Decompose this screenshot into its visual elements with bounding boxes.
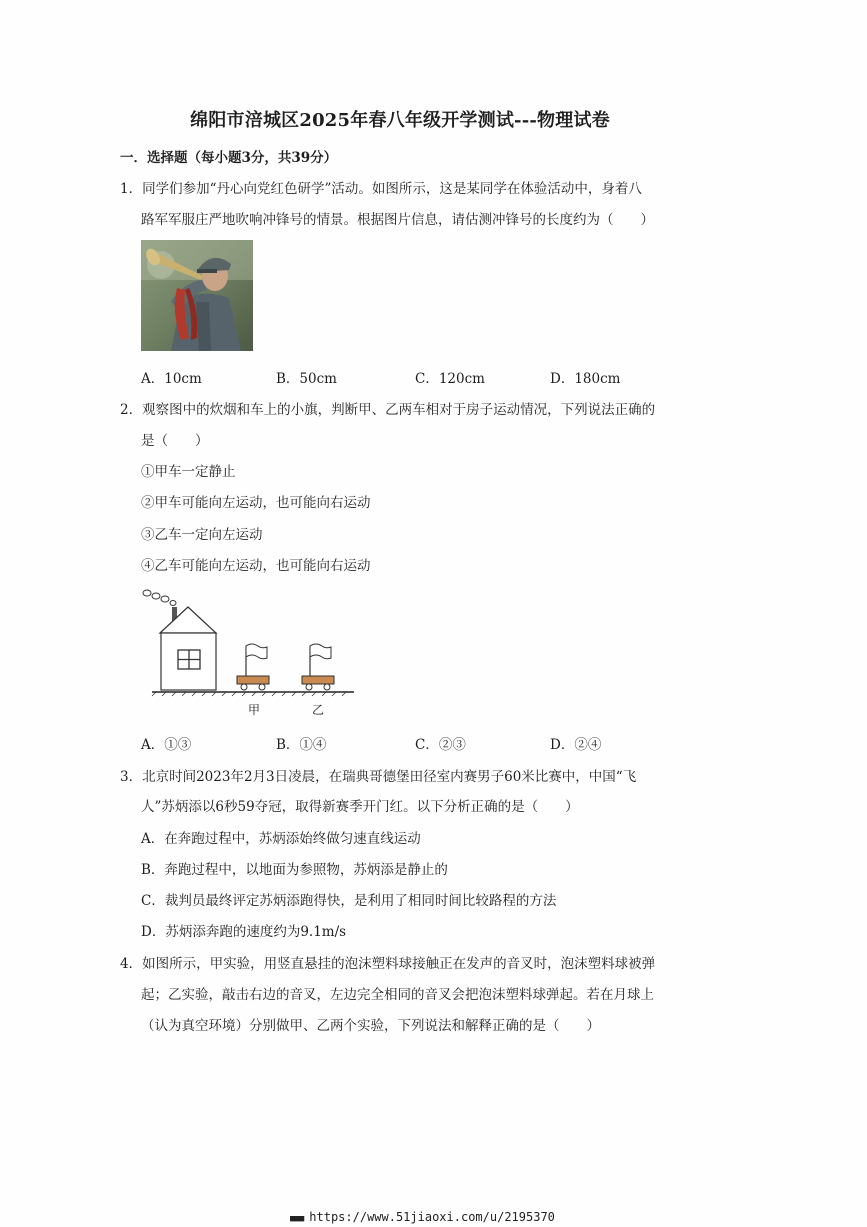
smoke-puff [152, 593, 160, 599]
question-4-line-1: 4．如图所示，甲实验，用竖直悬挂的泡沫塑料球接触正在发声的音叉时，泡沫塑料球被弹 [120, 956, 656, 972]
q3-option-d: D．苏炳添奔跑的速度约为9.1m/s [141, 924, 347, 940]
footer-logo-icon: ■■■ [290, 1214, 304, 1224]
section-heading: 一．选择题（每小题3分，共39分） [120, 150, 338, 166]
q3-option-c: C．裁判员最终评定苏炳添跑得快，是利用了相同时间比较路程的方法 [141, 893, 557, 909]
question-4-line-3: （认为真空环境）分别做甲、乙两个实验，下列说法和解释正确的是（ ） [141, 1018, 600, 1034]
bugler-photo [141, 240, 253, 351]
smoke-puff [161, 596, 169, 602]
footer-url-link[interactable]: https://www.51jiaoxi.com/u/2195370 [309, 1210, 555, 1224]
cart-yi [302, 644, 334, 690]
question-2-line-1: 2．观察图中的炊烟和车上的小旗，判断甲、乙两车相对于房子运动情况，下列说法正确的 [120, 402, 656, 418]
q1-option-a: A．10cm [141, 371, 202, 387]
bugler-illustration [141, 240, 253, 351]
q2-option-c: C．②③ [415, 737, 466, 753]
smoke-puff [170, 601, 176, 606]
q2-option-b: B．①④ [276, 737, 327, 753]
q2-statement-2: ②甲车可能向左运动，也可能向右运动 [141, 495, 371, 511]
q3-option-b: B．奔跑过程中，以地面为参照物，苏炳添是静止的 [141, 862, 448, 878]
q2-statement-4: ④乙车可能向左运动，也可能向右运动 [141, 558, 371, 574]
diagram-svg [140, 586, 360, 720]
q3-option-a: A．在奔跑过程中，苏炳添始终做匀速直线运动 [141, 831, 421, 847]
q2-statement-1: ①甲车一定静止 [141, 464, 236, 480]
question-2-line-2: 是（ ） [141, 433, 209, 449]
house-roof [160, 607, 216, 633]
question-1-line-2: 路军军服庄严地吹响冲锋号的情景。根据图片信息，请估测冲锋号的长度约为（ ） [141, 212, 654, 228]
question-3-line-1: 3．北京时间2023年2月3日凌晨，在瑞典哥德堡田径室内赛男子60米比赛中，中国“飞 [120, 769, 637, 785]
question-4-line-2: 起；乙实验，敲击右边的音叉，左边完全相同的音叉会把泡沫塑料球弹起。若在月球上 [141, 987, 654, 1003]
q1-option-b: B．50cm [276, 371, 337, 387]
question-1-line-1: 1．同学们参加“丹心向党红色研学”活动。如图所示，这是某同学在体验活动中，身着八 [120, 181, 642, 197]
question-3-line-2: 人”苏炳添以6秒59夺冠，取得新赛季开门红。以下分析正确的是（ ） [141, 799, 579, 815]
cart-label-yi: 乙 [312, 703, 325, 717]
q2-statement-3: ③乙车一定向左运动 [141, 527, 263, 543]
q1-option-d: D．180cm [550, 371, 621, 387]
exam-title: 绵阳市涪城区2025年春八年级开学测试---物理试卷 [190, 110, 610, 131]
smoke-puff [143, 590, 151, 596]
q2-option-a: A．①③ [141, 737, 192, 753]
page-footer [290, 1210, 555, 1224]
cart-jia [237, 644, 269, 690]
q2-option-d: D．②④ [550, 737, 602, 753]
cart-label-jia: 甲 [248, 703, 261, 717]
house-and-carts-diagram [140, 586, 360, 720]
q1-option-c: C．120cm [415, 371, 485, 387]
